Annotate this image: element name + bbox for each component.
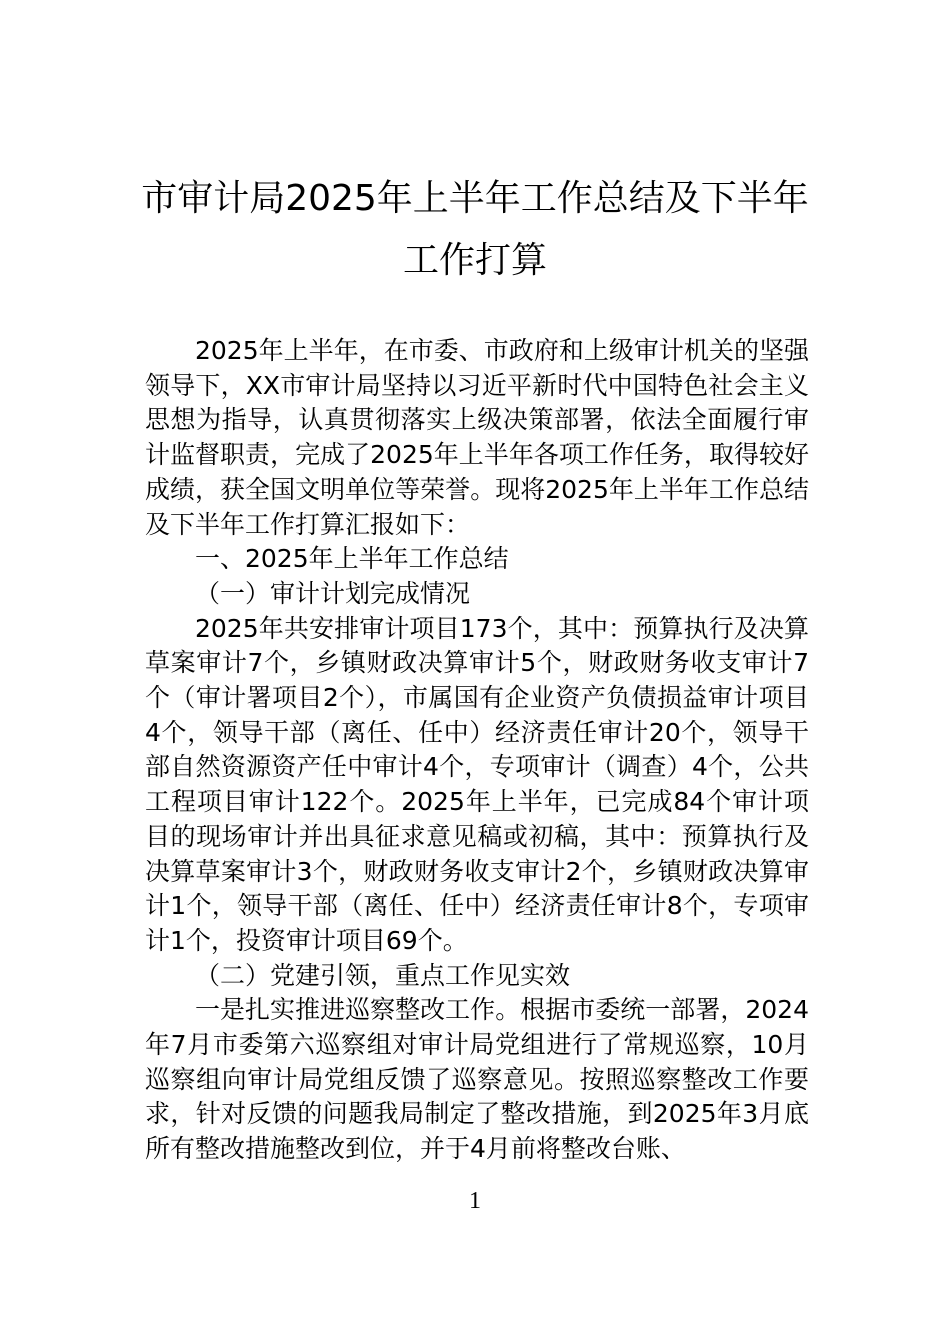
intro-paragraph: 2025年上半年，在市委、市政府和上级审计机关的坚强领导下，XX市审计局坚持以习近平新时代中国特色社会主义思想为指导，认真贯彻落实上级决策部署，依法全面履行审计监督职责，完成了2025年上半年各项工作任务，取得较好成绩，获全国文明单位等荣誉。现将2025年上半年工作总结及下半年工作打算汇报如下： xyxy=(145,336,809,539)
document-body xyxy=(145,334,809,1167)
audit-plan-paragraph: 2025年共安排审计项目173个，其中：预算执行及决算草案审计7个，乡镇财政决算审计5个，财政财务收支审计7个（审计署项目2个），市属国有企业资产负债损益审计项目4个，领导干部（离任、任中）经济责任审计20个，领导干部自然资源资产任中审计4个，专项审计（调查）4个，公共工程项目审计122个。2025年上半年，已完成84个审计项目的现场审计并出具征求意见稿或初稿，其中：预算执行及决算草案审计3个，财政财务收支审计2个，乡镇财政决算审计1个，领导干部（离任、任中）经济责任审计8个，专项审计1个，投资审计项目69个。 xyxy=(145,613,809,955)
subsection-heading-2: （二）党建引领，重点工作见实效 xyxy=(195,960,571,990)
title-line-2: 工作打算 xyxy=(402,240,547,281)
page-number: 1 xyxy=(469,1188,481,1214)
subsection-heading-1: （一）审计计划完成情况 xyxy=(195,578,471,608)
inspection-rectification-paragraph: 一是扎实推进巡察整改工作。根据市委统一部署，2024年7月市委第六巡察组对审计局党组进行了常规巡察，10月巡察组向审计局党组反馈了巡察意见。按照巡察整改工作要求，针对反馈的问题我局制定了整改措施，到2025年3月底所有整改措施整改到位，并于4月前将整改台账、 xyxy=(145,995,809,1164)
section-heading-1: 一、2025年上半年工作总结 xyxy=(195,544,509,574)
document-title xyxy=(120,168,830,292)
title-line-1: 市审计局2025年上半年工作总结及下半年 xyxy=(141,178,809,219)
